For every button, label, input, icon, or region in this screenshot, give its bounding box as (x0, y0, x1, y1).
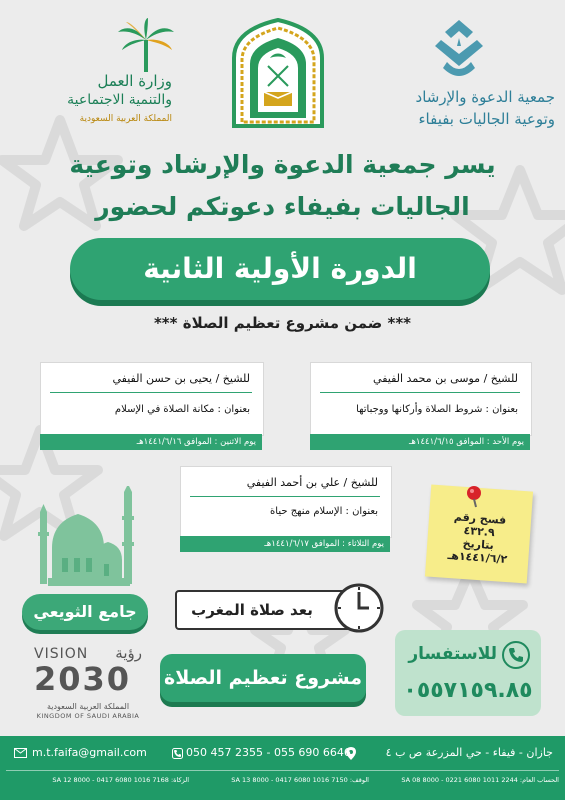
footer-account-waqf: الوقف: SA 13 8000 - 0417 6080 1016 7150 (231, 776, 369, 784)
mosque-icon (28, 486, 148, 598)
vision-word-ar: رؤية (115, 644, 142, 662)
project-button[interactable] (160, 654, 366, 702)
invitation-line1: يسر جمعية الدعوة والإرشاد وتوعية (69, 150, 496, 179)
permit-date-label: بتاريخ (462, 536, 495, 553)
footer-account-zakat: الزكاة: SA 12 8000 - 0417 6080 1016 7168 (52, 776, 189, 784)
vision-kingdom-ar: المملكة العربية السعودية (46, 702, 130, 711)
lecture-sheikh: للشيخ / موسى بن محمد الفيفي (373, 372, 518, 385)
clock-icon (333, 582, 385, 634)
vision-2030-logo (30, 646, 146, 722)
course-title-banner (70, 238, 490, 300)
inquiry-box (395, 630, 541, 716)
inquiry-label: للاستفسار (408, 644, 497, 664)
ministry-name-line2: والتنمية الاجتماعية (67, 92, 172, 108)
association-emblem-icon (433, 18, 485, 78)
email-icon (14, 748, 27, 758)
lecture-topic: بعنوان : شروط الصلاة وأركانها ووجباتها (356, 404, 518, 415)
permit-date: ١٤٤١/٦/٢هـ (447, 548, 508, 567)
vision-year: 2030 (34, 660, 132, 698)
prayer-time-label: بعد صلاة المغرب (191, 601, 313, 619)
footer-address: جازان - فيفاء - حي المزرعة ص ب ٤ (385, 746, 553, 759)
lecture-date: يوم الاثنين : الموافق ١٤٤١/٦/١٦هـ (40, 434, 262, 450)
lecture-topic: بعنوان : الإسلام منهج حياة (270, 506, 378, 517)
lecture-card (180, 466, 390, 552)
footer-account-general: الحساب العام: SA 08 8000 - 0221 6080 1011 2244 (401, 776, 559, 784)
lecture-sheikh: للشيخ / يحيى بن حسن الفيفي (112, 372, 250, 385)
permit-number: ٤٣٢.٩ (463, 523, 496, 540)
lecture-card (40, 362, 262, 450)
palm-icon (116, 18, 176, 73)
mosque-name: جامع الثويعي (33, 602, 137, 621)
ministry-name-line1: وزارة العمل (97, 72, 172, 90)
footer-phones[interactable]: 050 457 2355 - 055 690 6646 (186, 746, 351, 759)
association-name-line2: وتوعية الجاليات بفيفاء (418, 110, 555, 128)
project-button-label: مشروع تعظيم الصلاة (164, 667, 362, 689)
phone-icon (501, 640, 531, 670)
emblem-icon (228, 18, 328, 128)
mosque-name-label (22, 594, 148, 630)
footer (0, 736, 565, 800)
ministry-logo (40, 18, 190, 128)
lecture-sheikh: للشيخ / علي بن أحمد الفيفي (246, 476, 378, 489)
lecture-card (310, 362, 530, 450)
vision-word: VISION (34, 646, 89, 662)
permit-label: فسح رقم (453, 510, 507, 527)
inquiry-phone[interactable]: ٠٥٥٧١٥٩.٨٥ (403, 678, 533, 703)
vision-kingdom-en: KINGDOM OF SAUDI ARABIA (36, 712, 140, 720)
footer-email[interactable]: m.t.faifa@gmail.com (32, 746, 147, 759)
ministry-country: المملكة العربية السعودية (79, 114, 172, 124)
course-title: الدورة الأولية الثانية (143, 252, 417, 285)
lecture-date: يوم الأحد : الموافق ١٤٤١/٦/١٥هـ (310, 434, 530, 450)
lecture-date: يوم الثلاثاء : الموافق ١٤٤١/٦/١٧هـ (180, 536, 390, 552)
phone-icon (172, 748, 183, 759)
association-name-line1: جمعية الدعوة والإرشاد (415, 88, 555, 106)
association-logo (375, 18, 555, 133)
lecture-topic: بعنوان : مكانة الصلاة في الإسلام (114, 404, 250, 415)
pushpin-icon (462, 484, 486, 508)
islamic-affairs-emblem (228, 18, 328, 128)
course-subtitle: *** ضمن مشروع تعظيم الصلاة *** (153, 314, 412, 332)
invitation-line2: الجاليات بفيفاء دعوتكم لحضور (95, 192, 470, 221)
